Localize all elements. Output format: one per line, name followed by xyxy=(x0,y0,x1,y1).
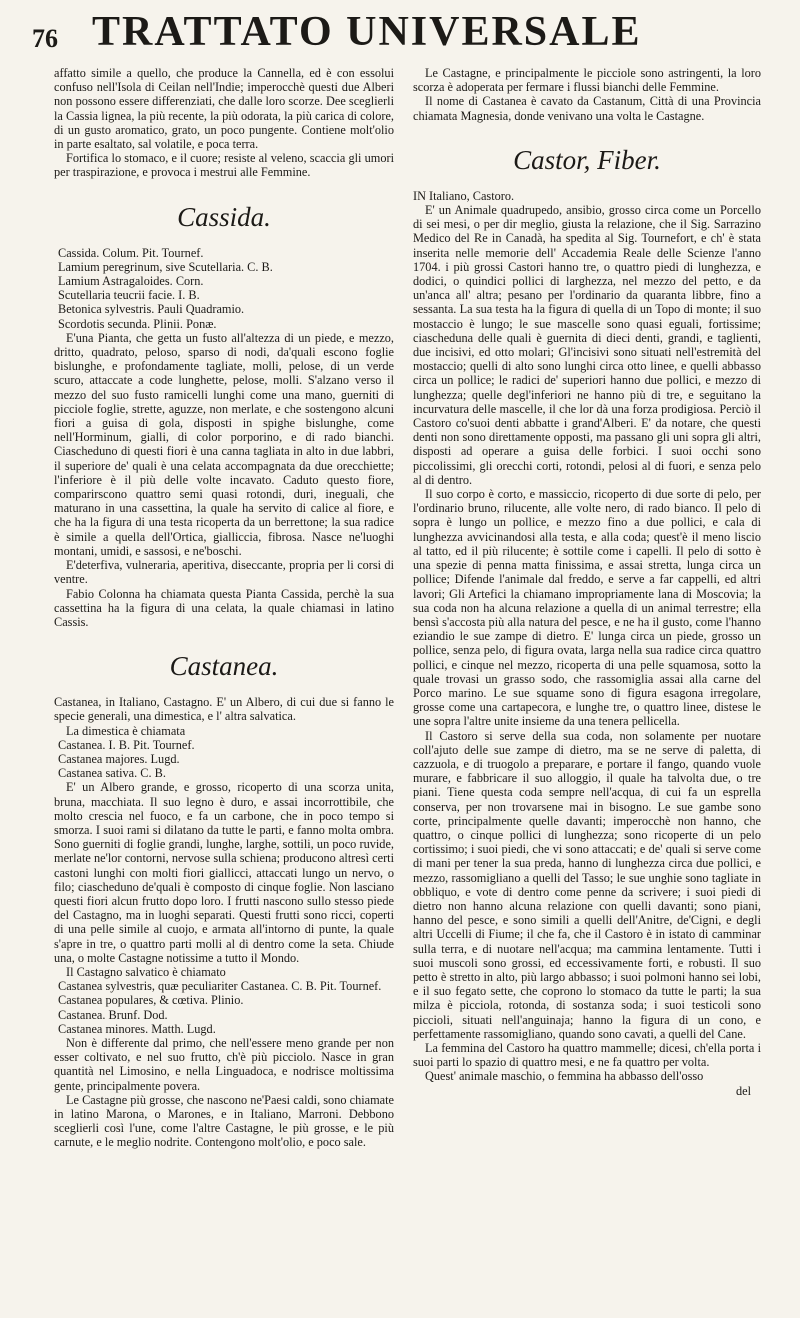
page-number: 76 xyxy=(32,24,58,53)
paragraph: E'deterfiva, vulneraria, aperitiva, diseccante, propria per li corsi di ventre. xyxy=(54,558,394,587)
synonym-line: Lamium Astragaloides. Corn. xyxy=(58,274,204,289)
synonym-line: Scutellaria teucrii facie. I. B. xyxy=(58,288,200,303)
synonym-line: Cassida. Colum. Pit. Tournef. xyxy=(58,245,204,260)
paragraph: La femmina del Castoro ha quattro mammelle; dicesi, ch'ella porta i suoi parti lo spazio di quattro mesi, e ne fa quattro per volta. xyxy=(413,1041,761,1070)
synonym-line: Castanea sativa. C. B. xyxy=(58,766,166,781)
page-header xyxy=(30,8,780,58)
paragraph: IN Italiano, Castoro. xyxy=(413,188,515,203)
synonym-line: Castanea. I. B. Pit. Tournef. xyxy=(58,737,195,752)
paragraph: Fortifica lo stomaco, e il cuore; resiste al veleno, scaccia gli umori per traspirazione, e provoca i mestrui alle Femmine. xyxy=(54,151,394,180)
left-column xyxy=(54,66,394,1150)
synonym-line: Castanea minores. Matth. Lugd. xyxy=(58,1021,216,1036)
section-heading-cassida: Cassida. xyxy=(177,201,271,232)
synonym-line: Castanea majores. Lugd. xyxy=(58,751,180,766)
paragraph: E' un Albero grande, e grosso, ricoperto di una scorza unita, bruna, macchiata. Il suo legno è duro, e assai incorrottibile, che molto crescia nel fuoco, e fa un carbone, che in poco tempo si smorza. I suoi rami si dilatano da tutte le parti, e fanno molta ombra. Sono guerniti di foglie grandi, lunghe, larghe, sottili, un poco ruvide, merlate ne'lor contorni, nervose sulla schiena; producono altresì certi castoni lunghi con molti fiori giallicci, attaccati lungo un nervo, o filo; ciascheduno de'quali è composto di cinque foglie. Non lasciano questi fiori alcun frutto dopo loro. I frutti nascono sullo stesso piede del Castagno, ma in luoghi separati. Questi frutti sono ricci, coperti di una pelle simile al cuojo, e armata all'intorno di punte, la quale s'apre in tre, o quattro parti molli al di dentro come la seta. Chiude una, o molte Castagne notissime a tutto il Mondo. xyxy=(54,780,394,965)
paragraph: Non è differente dal primo, che nell'essere meno grande per non esser coltivato, e nel suo frutto, ch'è più picciolo. Nasce in gran quantità nel Limosino, e nella Linguadoca, e nodrisce moltissima gente, principalmente povera. xyxy=(54,1035,394,1093)
paragraph: Le Castagne più grosse, che nascono ne'Paesi caldi, sono chiamate in latino Marona, o Marones, e in Italiano, Marroni. Debbono sceglierli così l'une, come l'altre Castagne, le più grosse, e le più carnute, e le meglio nodrite. Contengono molt'olio, e poco sale. xyxy=(54,1092,394,1150)
paragraph: Fabio Colonna ha chiamata questa Pianta Cassida, perchè la sua cassettina ha la figura di una celata, la quale chiamasi in latino Cassis. xyxy=(54,586,394,629)
paragraph: Quest' animale maschio, o femmina ha abbasso dell'osso xyxy=(425,1069,704,1084)
paragraph: La dimestica è chiamata xyxy=(66,723,186,738)
paragraph: Il nome di Castanea è cavato da Castanum, Città di una Provincia chiamata Magnesia, donde venivano una volta le Castagne. xyxy=(413,94,761,123)
paragraph: E' un Animale quadrupedo, ansibio, grosso circa come un Porcello di sei mesi, o per dir meglio, giusta la relazione, che il Sig. Sarrazino Medico del Re in Canadà, ha spedita al Sig. Tournefort, e ch' è stata inserita nelle memorie dell' Accademia Reale delle Scienze l'anno 1704. i più grossi Castori hanno tre, o quattro piedi di lunghezza, e dodici, o quindici pollici di larghezza, nel mezzo del petto, e da un'anca all' altra; pesano per l'ordinario da quaranta libbre, fino a sessanta. La sua testa ha la figura di quella di un Topo di monte; il suo mostaccio è lungo; le sue mascelle sono quasi eguali, fortissime; ciascheduna delle quali è guernita di dieci denti, grandi, e taglienti, due incisivi, ed otto molari; Gl'incisivi sono situati nell'estremità del mostaccio; quelli di alto sono lunghi circa otto linee, e quelli abbasso circa un pollice; le radici de' superiori hanno due pollici, e mezzo di lunghezza; quelle degl'inferiori ne hanno più di tre, e seguitano la incurvatura delle mascelle, il che lor dà una forza prodigiosa. Perciò il Castoro co'suoi denti abbatte i grand'Alberi. E' da notare, che questi denti non sono direttamente opposti, ma passano gli uni sopra gli altri, disposti ad operare a guisa delle forbici. I suoi occhi sono piccolissimi, gli orecchi corti, rotondi, pelosi al di fuori, e senza pelo al di dentro. xyxy=(413,203,761,487)
synonym-line: Castanea. Brunf. Dod. xyxy=(58,1007,168,1022)
paragraph: affatto simile a quello, che produce la Cannella, ed è con essolui confuso nell'Isola di Ceilan nell'Indie; imperocchè questi due Alberi non possono essere differenziati, che dalle loro scorze. Dee sceglierli la Cassia lignea, la più recente, la più odorata, la più carica di colore, di un gusto aromatico, grato, un poco pungente. Contiene molt'olio in parte esaltato, sal volatile, e poca terra. xyxy=(54,66,394,152)
paragraph: Le Castagne, e principalmente le picciole sono astringenti, la loro scorza è adoperata per fermare i flussi bianchi delle Femmine. xyxy=(413,66,761,95)
catchword: del xyxy=(735,1083,751,1098)
paragraph: Il Castoro si serve della sua coda, non solamente per nuotare coll'ajuto delle sue zampe di dietro, ma se ne serve di paletta, di cazzuola, e di truogolo a preparare, e portare il fango, quando vuole murare, e fabbricare il suo alloggio, il quale ha talvolta due, o tre piani. Tiene questa coda sempre nell'acqua, di cui fa un esprella conserva, per non trovarsene mai in bisogno. Le sue gambe sono corte, principalmente quelle davanti; imperocchè non hanno, che quattro, o cinque pollici di lunghezza; sono ricoperte di un pelo cortissimo; i suoi piedi, che vi sono attaccati; e de' quali si serve come di mani per tener la sua preda, hanno di lunghezza circa due pollici, e mezzo, rassomigliano a quelli del Tasso; le sue unghie sono tagliate in obbliquo, e vote di dentro come penne da scrivere; i suoi piedi di dietro non hanno alcuna relazione con quelli davanti; sono piani, hanno del pesce, e sono simili a quelli dell'Anitre, de'Cigni, e degli altri Uccelli di Fiume; il che fa, che il Castoro è in istato di camminar sulla terra, e di nuotare nell'acqua; ma cammina lentamente. Tutti i suoi muscoli sono grossi, ed eccessivamente forti, e robusti. Il suo petto è stretto in alto, più largo abbasso; i suoi polmoni hanno sei lobi, e il suo fegato sette, che coprono lo stomaco da tutte le parti; la sua milza è picciola, rotonda, di sostanza soda; i suoi testicoli sono piccioli, situati nell'anguinaja; hanno la figura di un cono, e perfettamente rassomigliano, quando sono cavati, a quelli del Cane. xyxy=(413,728,761,1041)
paragraph: Il suo corpo è corto, e massiccio, ricoperto di due sorte di pelo, per l'ordinario bruno, rilucente, alle volte nero, di rado bianco. Il pelo di sopra è lungo un pollice, e mezzo fino a due pollici, e cala di lunghezza avvicinandosi alla testa, e alla coda; quest'è il meno liscio al tatto, ed il più rilucente; è sottile come i capelli. Il pelo di sotto è una spezie di penna matta finissima, e assai stretta, lunga circa un pollice; Difende l'animale dal freddo, e serve a far cappelli, ed altri lavori; Gli Artefici la chiamano impropriamente lana di Moscovia; la sua coda non ha alcuna relazione a quella di un animal terrestre; ella bensì s'accosta più alla natura del pesce, e ne ha il gusto, come l'hanno eziandio le sue zampe di dietro. E' lunga circa un piede, grosso un pollice, senza pelo, di figura ovata, larga nella sua radice circa quattro pollici, e cinque nel mezzo, ricoperta di una pelle squamosa, sotto la quale trovasi un grasso sodo, che rassomiglia assai alla carne del Porco marino. Le sue squame sono di figura esagona irregolare, grosse come una cartapecora, e lunghe tre, o quattro linee, distese le une sopra l'altre unite insieme da una tenera pellicella. xyxy=(413,487,761,729)
section-heading-castanea: Castanea. xyxy=(169,651,279,682)
synonym-line: Castanea populares, & cœtiva. Plinio. xyxy=(58,993,244,1008)
synonym-line: Betonica sylvestris. Pauli Quadramio. xyxy=(58,302,245,317)
paragraph: Castanea, in Italiano, Castagno. E' un Albero, di cui due si fanno le specie generali, una dimestica, e l' altra salvatica. xyxy=(54,695,394,724)
paragraph: Il Castagno salvatico è chiamato xyxy=(66,964,226,979)
section-heading-castor: Castor, Fiber. xyxy=(513,144,661,175)
synonym-line: Scordotis secunda. Plinii. Ponæ. xyxy=(58,316,217,331)
right-column xyxy=(413,66,761,1098)
synonym-line: Castanea sylvestris, quæ peculiariter Castanea. C. B. Pit. Tournef. xyxy=(58,979,382,994)
synonym-line: Lamium peregrinum, sive Scutellaria. C. B. xyxy=(58,259,273,274)
paragraph: E'una Pianta, che getta un fusto all'altezza di un piede, e mezzo, dritto, quadrato, peloso, sparso di nodi, da'quali escono foglie bislunghe, e profondamente tagliate, molli, pelose, di un verde scuro, attaccate a code lunghette, pelose, molli. S'alzano verso il mezzo del suo fusto ramicelli lunghi come una mano, guerniti di picciole foglie, strette, aguzze, non merlate, e che sostengono alcuni fiori a guisa di gola, disposti in spighe bislunghe, come nell'Horminum, gialli, di color porporino, e di rado bianchi. Ciascheduno di questi fiori è una canna tagliata in alto in due labbri, il superiore de' quali è una celata accompagnata da due orecchiette; l'inferiore è il più delle volte incavato. Caduto questo fiore, comparirscono quattro semi quasi rotondi, duri, ineguali, che maturano in una cassettina, la quale ha servito di calice al fiore, e che ha la figura di una testa ricoperta da un berrettone; la sua radice è simile a quella dell'Ortica, gialliccia, fibrosa. Nasce ne'luoghi montani, umidi, e sassosi, e ne'boschi. xyxy=(54,330,394,558)
running-title: TRATTATO UNIVERSALE xyxy=(92,9,642,55)
